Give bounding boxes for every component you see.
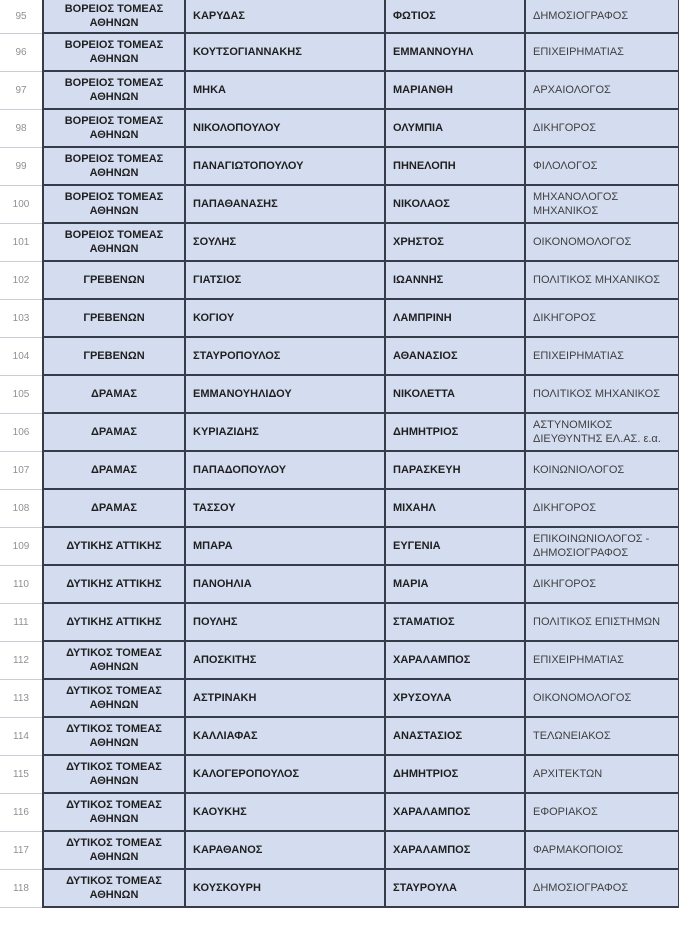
table-row [0, 717, 679, 755]
row-number-cell: 102 [0, 261, 43, 299]
region-cell: ΔΥΤΙΚΟΣ ΤΟΜΕΑΣ ΑΘΗΝΩΝ [43, 679, 185, 717]
firstname-cell: ΠΗΝΕΛΟΠΗ [385, 147, 525, 185]
firstname-cell: ΧΑΡΑΛΑΜΠΟΣ [385, 831, 525, 869]
region-cell: ΔΡΑΜΑΣ [43, 451, 185, 489]
firstname-cell: ΔΗΜΗΤΡΙΟΣ [385, 755, 525, 793]
region-cell: ΓΡΕΒΕΝΩΝ [43, 299, 185, 337]
firstname-cell: ΑΘΑΝΑΣΙΟΣ [385, 337, 525, 375]
firstname-cell: ΝΙΚΟΛΕΤΤΑ [385, 375, 525, 413]
surname-cell: ΚΑΡΥΔΑΣ [185, 0, 385, 33]
firstname-cell: ΧΑΡΑΛΑΜΠΟΣ [385, 793, 525, 831]
region-cell: ΔΥΤΙΚΗΣ ΑΤΤΙΚΗΣ [43, 565, 185, 603]
region-cell: ΒΟΡΕΙΟΣ ΤΟΜΕΑΣ ΑΘΗΝΩΝ [43, 109, 185, 147]
table-row [0, 261, 679, 299]
row-number-cell: 108 [0, 489, 43, 527]
surname-cell: ΠΑΠΑΔΟΠΟΥΛΟΥ [185, 451, 385, 489]
row-number-cell: 104 [0, 337, 43, 375]
table-row [0, 299, 679, 337]
surname-cell: ΚΟΥΣΚΟΥΡΗ [185, 869, 385, 907]
row-number-cell: 98 [0, 109, 43, 147]
table-row [0, 109, 679, 147]
region-cell: ΔΡΑΜΑΣ [43, 375, 185, 413]
firstname-cell: ΜΑΡΙΑΝΘΗ [385, 71, 525, 109]
row-number-cell: 103 [0, 299, 43, 337]
profession-cell: ΕΠΙΧΕΙΡΗΜΑΤΙΑΣ [525, 641, 679, 679]
region-cell: ΔΥΤΙΚΟΣ ΤΟΜΕΑΣ ΑΘΗΝΩΝ [43, 755, 185, 793]
region-cell: ΔΥΤΙΚΟΣ ΤΟΜΕΑΣ ΑΘΗΝΩΝ [43, 869, 185, 907]
firstname-cell: ΜΙΧΑΗΛ [385, 489, 525, 527]
row-number-cell: 114 [0, 717, 43, 755]
surname-cell: ΣΤΑΥΡΟΠΟΥΛΟΣ [185, 337, 385, 375]
profession-cell: ΦΙΛΟΛΟΓΟΣ [525, 147, 679, 185]
region-cell: ΓΡΕΒΕΝΩΝ [43, 337, 185, 375]
table-row [0, 831, 679, 869]
firstname-cell: ΠΑΡΑΣΚΕΥΗ [385, 451, 525, 489]
surname-cell: ΓΙΑΤΣΙΟΣ [185, 261, 385, 299]
table-row [0, 565, 679, 603]
profession-cell: ΔΗΜΟΣΙΟΓΡΑΦΟΣ [525, 869, 679, 907]
firstname-cell: ΕΥΓΕΝΙΑ [385, 527, 525, 565]
profession-cell: ΔΙΚΗΓΟΡΟΣ [525, 565, 679, 603]
row-number-cell: 99 [0, 147, 43, 185]
table-row [0, 71, 679, 109]
profession-cell: ΕΠΙΧΕΙΡΗΜΑΤΙΑΣ [525, 337, 679, 375]
surname-cell: ΜΗΚΑ [185, 71, 385, 109]
firstname-cell: ΦΩΤΙΟΣ [385, 0, 525, 33]
region-cell: ΒΟΡΕΙΟΣ ΤΟΜΕΑΣ ΑΘΗΝΩΝ [43, 223, 185, 261]
surname-cell: ΠΑΝΑΓΙΩΤΟΠΟΥΛΟΥ [185, 147, 385, 185]
firstname-cell: ΧΑΡΑΛΑΜΠΟΣ [385, 641, 525, 679]
firstname-cell: ΧΡΗΣΤΟΣ [385, 223, 525, 261]
region-cell: ΓΡΕΒΕΝΩΝ [43, 261, 185, 299]
surname-cell: ΠΑΝΟΗΛΙΑ [185, 565, 385, 603]
firstname-cell: ΝΙΚΟΛΑΟΣ [385, 185, 525, 223]
surname-cell: ΑΣΤΡΙΝΑΚΗ [185, 679, 385, 717]
profession-cell: ΟΙΚΟΝΟΜΟΛΟΓΟΣ [525, 679, 679, 717]
row-number-cell: 117 [0, 831, 43, 869]
region-cell: ΔΥΤΙΚΗΣ ΑΤΤΙΚΗΣ [43, 527, 185, 565]
profession-cell: ΔΙΚΗΓΟΡΟΣ [525, 299, 679, 337]
region-cell: ΔΡΑΜΑΣ [43, 413, 185, 451]
firstname-cell: ΑΝΑΣΤΑΣΙΟΣ [385, 717, 525, 755]
table-row [0, 413, 679, 451]
region-cell: ΒΟΡΕΙΟΣ ΤΟΜΕΑΣ ΑΘΗΝΩΝ [43, 71, 185, 109]
profession-cell: ΕΦΟΡΙΑΚΟΣ [525, 793, 679, 831]
surname-cell: ΣΟΥΛΗΣ [185, 223, 385, 261]
profession-cell: ΑΡΧΙΤΕΚΤΩΝ [525, 755, 679, 793]
table-row [0, 755, 679, 793]
profession-cell: ΟΙΚΟΝΟΜΟΛΟΓΟΣ [525, 223, 679, 261]
row-number-cell: 101 [0, 223, 43, 261]
firstname-cell: ΕΜΜΑΝΝΟΥΗΛ [385, 33, 525, 71]
surname-cell: ΚΥΡΙΑΖΙΔΗΣ [185, 413, 385, 451]
surname-cell: ΚΑΡΑΘΑΝΟΣ [185, 831, 385, 869]
surname-cell: ΝΙΚΟΛΟΠΟΥΛΟΥ [185, 109, 385, 147]
firstname-cell: ΣΤΑΥΡΟΥΛΑ [385, 869, 525, 907]
table-row [0, 527, 679, 565]
profession-cell: ΠΟΛΙΤΙΚΟΣ ΜΗΧΑΝΙΚΟΣ [525, 261, 679, 299]
surname-cell: ΠΑΠΑΘΑΝΑΣΗΣ [185, 185, 385, 223]
region-cell: ΒΟΡΕΙΟΣ ΤΟΜΕΑΣ ΑΘΗΝΩΝ [43, 185, 185, 223]
region-cell: ΔΥΤΙΚΟΣ ΤΟΜΕΑΣ ΑΘΗΝΩΝ [43, 641, 185, 679]
table-row [0, 223, 679, 261]
region-cell: ΒΟΡΕΙΟΣ ΤΟΜΕΑΣ ΑΘΗΝΩΝ [43, 0, 185, 33]
row-number-cell: 105 [0, 375, 43, 413]
firstname-cell: ΣΤΑΜΑΤΙΟΣ [385, 603, 525, 641]
region-cell: ΒΟΡΕΙΟΣ ΤΟΜΕΑΣ ΑΘΗΝΩΝ [43, 147, 185, 185]
profession-cell: ΚΟΙΝΩΝΙΟΛΟΓΟΣ [525, 451, 679, 489]
region-cell: ΔΥΤΙΚΟΣ ΤΟΜΕΑΣ ΑΘΗΝΩΝ [43, 793, 185, 831]
row-number-cell: 113 [0, 679, 43, 717]
surname-cell: ΤΑΣΣΟΥ [185, 489, 385, 527]
profession-cell: ΕΠΙΧΕΙΡΗΜΑΤΙΑΣ [525, 33, 679, 71]
row-number-cell: 111 [0, 603, 43, 641]
region-cell: ΔΥΤΙΚΗΣ ΑΤΤΙΚΗΣ [43, 603, 185, 641]
profession-cell: ΔΙΚΗΓΟΡΟΣ [525, 489, 679, 527]
firstname-cell: ΙΩΑΝΝΗΣ [385, 261, 525, 299]
profession-cell: ΜΗΧΑΝΟΛΟΓΟΣ ΜΗΧΑΝΙΚΟΣ [525, 185, 679, 223]
region-cell: ΔΥΤΙΚΟΣ ΤΟΜΕΑΣ ΑΘΗΝΩΝ [43, 831, 185, 869]
table-row [0, 185, 679, 223]
surname-cell: ΚΑΛΛΙΑΦΑΣ [185, 717, 385, 755]
row-number-cell: 96 [0, 33, 43, 71]
row-number-cell: 110 [0, 565, 43, 603]
row-number-cell: 109 [0, 527, 43, 565]
region-cell: ΔΥΤΙΚΟΣ ΤΟΜΕΑΣ ΑΘΗΝΩΝ [43, 717, 185, 755]
firstname-cell: ΛΑΜΠΡΙΝΗ [385, 299, 525, 337]
profession-cell: ΠΟΛΙΤΙΚΟΣ ΜΗΧΑΝΙΚΟΣ [525, 375, 679, 413]
table-row [0, 603, 679, 641]
profession-cell: ΕΠΙΚΟΙΝΩΝΙΟΛΟΓΟΣ - ΔΗΜΟΣΙΟΓΡΑΦΟΣ [525, 527, 679, 565]
region-cell: ΒΟΡΕΙΟΣ ΤΟΜΕΑΣ ΑΘΗΝΩΝ [43, 33, 185, 71]
table-row [0, 641, 679, 679]
profession-cell: ΠΟΛΙΤΙΚΟΣ ΕΠΙΣΤΗΜΩΝ [525, 603, 679, 641]
profession-cell: ΔΗΜΟΣΙΟΓΡΑΦΟΣ [525, 0, 679, 33]
row-number-cell: 95 [0, 0, 43, 33]
firstname-cell: ΟΛΥΜΠΙΑ [385, 109, 525, 147]
surname-cell: ΜΠΑΡΑ [185, 527, 385, 565]
table-row [0, 489, 679, 527]
profession-cell: ΦΑΡΜΑΚΟΠΟΙΟΣ [525, 831, 679, 869]
table-row [0, 147, 679, 185]
table-row [0, 869, 679, 907]
table-row [0, 33, 679, 71]
row-number-cell: 112 [0, 641, 43, 679]
surname-cell: ΚΟΓΙΟΥ [185, 299, 385, 337]
table-row [0, 375, 679, 413]
surname-cell: ΑΠΟΣΚΙΤΗΣ [185, 641, 385, 679]
firstname-cell: ΧΡΥΣΟΥΛΑ [385, 679, 525, 717]
row-number-cell: 97 [0, 71, 43, 109]
table-row [0, 0, 679, 33]
profession-cell: ΔΙΚΗΓΟΡΟΣ [525, 109, 679, 147]
surname-cell: ΚΑΟΥΚΗΣ [185, 793, 385, 831]
surname-cell: ΚΟΥΤΣΟΓΙΑΝΝΑΚΗΣ [185, 33, 385, 71]
profession-cell: ΤΕΛΩΝΕΙΑΚΟΣ [525, 717, 679, 755]
row-number-cell: 115 [0, 755, 43, 793]
table-row [0, 679, 679, 717]
firstname-cell: ΔΗΜΗΤΡΙΟΣ [385, 413, 525, 451]
profession-cell: ΑΣΤΥΝΟΜΙΚΟΣ ΔΙΕΥΘΥΝΤΗΣ ΕΛ.ΑΣ. ε.α. [525, 413, 679, 451]
row-number-cell: 118 [0, 869, 43, 907]
row-number-cell: 100 [0, 185, 43, 223]
profession-cell: ΑΡΧΑΙΟΛΟΓΟΣ [525, 71, 679, 109]
table-row [0, 451, 679, 489]
row-number-cell: 116 [0, 793, 43, 831]
surname-cell: ΕΜΜΑΝΟΥΗΛΙΔΟΥ [185, 375, 385, 413]
firstname-cell: ΜΑΡΙΑ [385, 565, 525, 603]
region-cell: ΔΡΑΜΑΣ [43, 489, 185, 527]
surname-cell: ΠΟΥΛΗΣ [185, 603, 385, 641]
row-number-cell: 106 [0, 413, 43, 451]
table-row [0, 337, 679, 375]
row-number-cell: 107 [0, 451, 43, 489]
surname-cell: ΚΑΛΟΓΕΡΟΠΟΥΛΟΣ [185, 755, 385, 793]
table-row [0, 793, 679, 831]
